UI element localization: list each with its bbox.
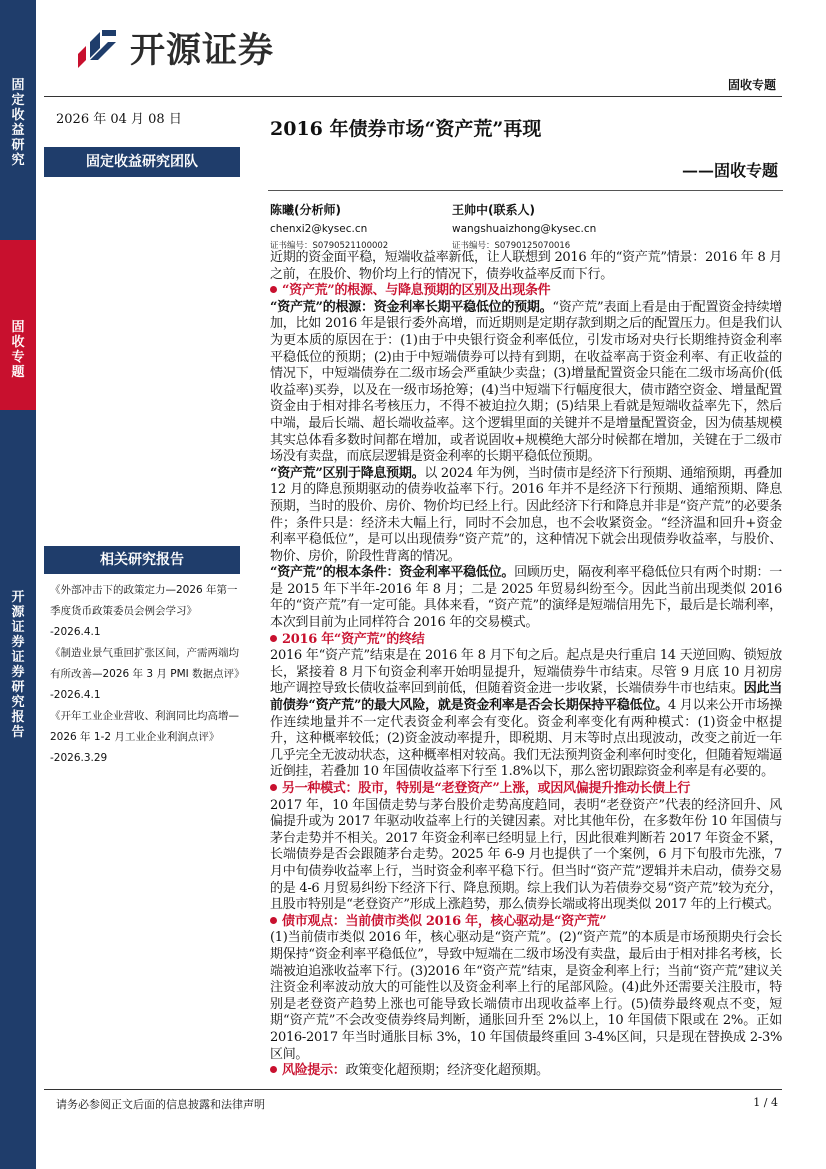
report-title: 2016 年债券市场“资产荒”再现 [270,118,542,140]
side-segment-fixed-income [0,0,36,240]
kysec-logo-icon [74,24,122,72]
header-divider [44,96,782,97]
related-reports-label: 相关研究报告 [44,546,240,574]
analyst-cert: 证书编号：S0790521100002 [270,241,389,251]
report-subtitle: ——固收专题 [681,161,778,180]
brand-logo [74,22,274,74]
related-report-title[interactable]: 《制造业景气重回扩张区间，产需两端均有所改善—2026 年 3 月 PMI 数据点评》 [50,647,245,680]
team-label: 固定收益研究团队 [44,147,240,177]
section-heading: “资产荒”的根源、与降息预期的区别及出现条件 [270,283,782,300]
body-paragraph: 2016 年“资产荒”结束是在 2016 年 8 月下旬之后。起点是央行重启 14 天逆回购、锁短放长，紧接着 8 月下旬资金利率开始明显提升，短端债券牛市结束。尽管 9 月底 10 月初房地产调控导致长债收益率回到前低，但随着资金进一步收紧，长端债券牛市也结束。因此当前债券“资产荒”的最大风险，就是资金利率是否会长期保持平稳低位。4 月以来公开市场操作连续地量并不一定代表资金利率会有变化。资金利率变化有两种模式：(1)资金中枢提升，这种概率较低；(2)资金波动率提升，即税期、月末等时点出现波动，改变之前近一年几乎完全无波动状态，这种概率相对较高。我们无法预判资金利率何时变化，但随着短端逼近倒挂，若叠加 10 年国债收益率下行至 1.8%以下，那么密切跟踪资金利率是有必要的。 [270,648,783,780]
page-number: 1 / 4 [753,1096,778,1109]
analyst-email[interactable]: chenxi2@kysec.cn [270,223,368,235]
related-report-item[interactable] [50,580,242,643]
body-paragraph: “资产荒”的根源：资金利率长期平稳低位的预期。“资产荒”表面上看是由于配置资金持续增加，比如 2016 年是银行委外高增，而近期则是定期存款到期之后的配置压力。但是我们认为更本质的原因在于：(1)由于中央银行资金利率低位，引发市场对央行长期维持资金利率平稳低位的预期；(2)由于中短端债券可以持有到期，在收益率高于资金利率、有正收益的情况下，中短端债券在二级市场会严重缺少卖盘；(3)增量配置资金只能在二级市场高价(低收益率)买券，以及在一级市场抢筹；(4)当中短端下行幅度很大，债市踏空资金、增量配置资金由于相对排名考核压力，不得不被迫拉久期；(5)结果上看就是短端收益率先下，然后中端，最后长端、超长端收益率。这个逻辑里面的关键并不是增量配置资金，因为债基规模其实总体看多数时间都在增加，或者说固收+规模绝大部分时候都在增加，关键在于二级市场没有卖盘，而底层逻辑是资金利率的长期平稳低位预期。 [270,299,782,465]
related-report-item[interactable] [50,706,242,769]
related-report-title[interactable]: 《开年工业企业营收、利润同比均高增—2026 年 1-2 月工业企业利润点评》 [50,710,239,743]
intro-paragraph: 近期的资金面平稳，短端收益率新低，让人联想到 2016 年的“资产荒”情景：2016 年 8 月之前，在股价、物价均上行的情况下，债券收益率反而下行。 [270,250,782,282]
body-paragraph: (1)当前债市类似 2016 年，核心驱动是“资产荒”。(2)“资产荒”的本质是市场预期央行会长期保持“资金利率平稳低位”，导致中短端在二级市场没有卖盘，最后由于相对排名考核，长端被迫追涨收益率下行。(3)2016 年“资产荒”结束，是资金利率上行；当前“资产荒”建议关注资金利率波动放大的可能性以及资金利率上行的尾部风险。(4)此外还需要关注股市，特别是老登资产趋势上涨也可能导致长端债市出现收益率上行。(5)债券最终观点不变，短期“资产荒”不会改变债券终局判断，通胀回升至 2%以上，10 年国债下限或在 2%。正如 2016-2017 年当时通胀目标 3%，10 年国债最终重回 3-4%区间，只是现在替换成 2-3%区间。 [270,930,782,1062]
bullet-icon [270,1066,277,1073]
related-report-date: -2026.4.1 [50,626,101,638]
section-heading: 2016 年“资产荒”的终结 [270,632,782,649]
section-heading: 另一种模式：股市，特别是“老登资产”上涨，或因风偏提升推动长债上行 [270,781,782,798]
related-report-date: -2026.3.29 [50,752,108,764]
side-banner [0,0,36,1169]
bullet-icon [270,635,277,642]
body-paragraph: “资产荒”的根本条件：资金利率平稳低位。回顾历史，隔夜利率平稳低位只有两个时期：一是 2015 年下半年-2016 年 8 月；二是 2025 年贸易纠纷至今。因此当前出现类似 2016 年的“资产荒”有一定可能。具体来看，“资产荒”的演绎是短端信用先下，最后是长端利率，本次到目前为止同样符合 2016 年的交易模式。 [270,565,782,631]
related-report-item[interactable] [50,643,245,706]
related-report-date: -2026.4.1 [50,689,101,701]
body-paragraph: 2017 年，10 年国债走势与茅台股价走势高度趋同，表明“老登资产”代表的经济回升、风偏提升或为 2017 年驱动收益率上行的关键因素。对比其他年份，在多数年份 10 年国债与茅台走势并不相关。2017 年资金利率已经明显上行，因此很难判断若 2017 年资金不紧，长端债券是否会跟随茅台走势。2025 年 6-9 月也提供了一个案例，6 月下旬股市先涨，7 月中旬债券收益率上行，当时资金利率平稳下行。但当时“资产荒”逻辑并未启动，债券交易的是 4-6 月贸易纠纷下经济下行、降息预期。综上我们认为若债券交易“资产荒”较为充分，且股市特别是“老登资产”形成上涨趋势，那么债券长端或将出现类似 2017 年的上行模式。 [270,797,782,913]
contact-cert: 证书编号：S0790125070016 [452,241,571,251]
header-tag: 固收专题 [727,78,776,92]
related-reports-list [50,580,245,769]
section-heading: 债市观点：当前债市类似 2016 年，核心驱动是“资产荒” [270,914,782,931]
bullet-icon [270,784,277,791]
side-segment-topic [0,240,36,410]
logo-text: 开源证券 [130,31,275,71]
bullet-icon [270,917,277,924]
footer-disclaimer: 请务必参阅正文后面的信息披露和法律声明 [56,1098,265,1111]
title-divider [268,190,783,191]
report-body [270,250,782,1080]
contact-email[interactable]: wangshuaizhong@kysec.cn [452,223,597,235]
side-segment-label: 固收专题 [11,320,25,380]
analyst-name: 陈曦(分析师) [270,203,341,217]
side-segment-research-report [0,410,36,1169]
report-date: 2026 年 04 月 08 日 [56,112,182,127]
risk-paragraph: 风险提示：政策变化超预期；经济变化超预期。 [270,1063,782,1080]
footer-divider [44,1089,782,1090]
contact-name: 王帅中(联系人) [452,203,535,217]
related-report-title[interactable]: 《外部冲击下的政策定力—2026 年第一季度货币政策委员会例会学习》 [50,584,238,617]
side-segment-label: 开源证券 证券研究报告 [11,590,25,740]
side-segment-label: 固定收益研究 [11,78,25,168]
bullet-icon [270,286,277,293]
body-paragraph: “资产荒”区别于降息预期。以 2024 年为例，当时债市是经济下行预期、通缩预期，再叠加 12 月的降息预期驱动的债券收益率下行。2016 年并不是经济下行预期、通缩预期、降息预期，当时的股价、房价、物价均已经上行。因此经济下行和降息并非是“资产荒”的必要条件；条件只是：经济未大幅上行，同时不会加息，也不会收紧资金。“经济温和回升+资金利率平稳低位”，是可以出现债券“资产荒”的，这种情况下就会出现债券收益率，与股价、物价、房价，阶段性背离的情况。 [270,465,782,564]
